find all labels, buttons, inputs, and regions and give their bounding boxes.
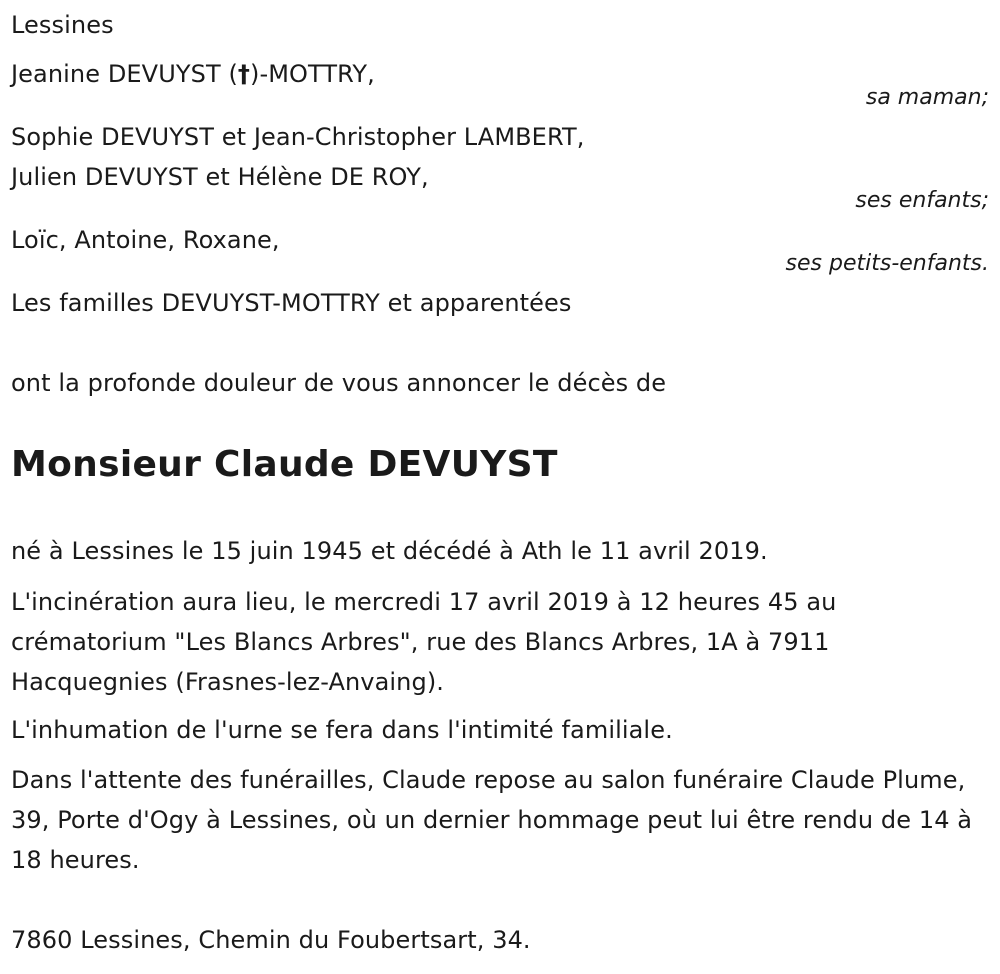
child-line-1: Sophie DEVUYST et Jean-Christopher LAMBERT,: [11, 123, 585, 151]
child-line-2: Julien DEVUYST et Hélène DE ROY,: [11, 163, 429, 191]
birth-death-text: né à Lessines le 15 juin 1945 et décédé à Ath le 11 avril 2019.: [11, 537, 768, 565]
cremation-text: L'incinération aura lieu, le mercredi 17 avril 2019 à 12 heures 45 au crématorium "Les Blancs Arbres", rue des Blancs Arbres, 1A à 7911 Hacquegnies (Frasnes-lez-Anvaing).: [11, 588, 837, 696]
address-text: 7860 Lessines, Chemin du Foubertsart, 34.: [11, 926, 531, 954]
viewing-text: Dans l'attente des funérailles, Claude repose au salon funéraire Claude Plume, 39, Porte d'Ogy à Lessines, où un dernier hommage peut lui être rendu de 14 à 18 heures.: [11, 766, 973, 874]
mother-role: sa maman;: [865, 85, 989, 110]
grandchildren-role: ses petits-enfants.: [785, 251, 989, 276]
deceased-name: Monsieur Claude DEVUYST: [11, 444, 558, 485]
place-header: Lessines: [11, 11, 114, 39]
children-role: ses enfants;: [855, 188, 989, 213]
burial-text: L'inhumation de l'urne se fera dans l'intimité familiale.: [11, 716, 673, 744]
grandchildren-line: Loïc, Antoine, Roxane,: [11, 226, 280, 254]
families-line: Les familles DEVUYST-MOTTRY et apparentées: [11, 289, 572, 317]
announcement-text: ont la profonde douleur de vous annoncer le décès de: [11, 369, 667, 397]
cross-icon: †: [237, 60, 251, 88]
mother-name-start: Jeanine DEVUYST (: [11, 60, 238, 88]
mother-name-end: )-MOTTRY,: [250, 60, 375, 88]
mother-line: [11, 58, 375, 90]
